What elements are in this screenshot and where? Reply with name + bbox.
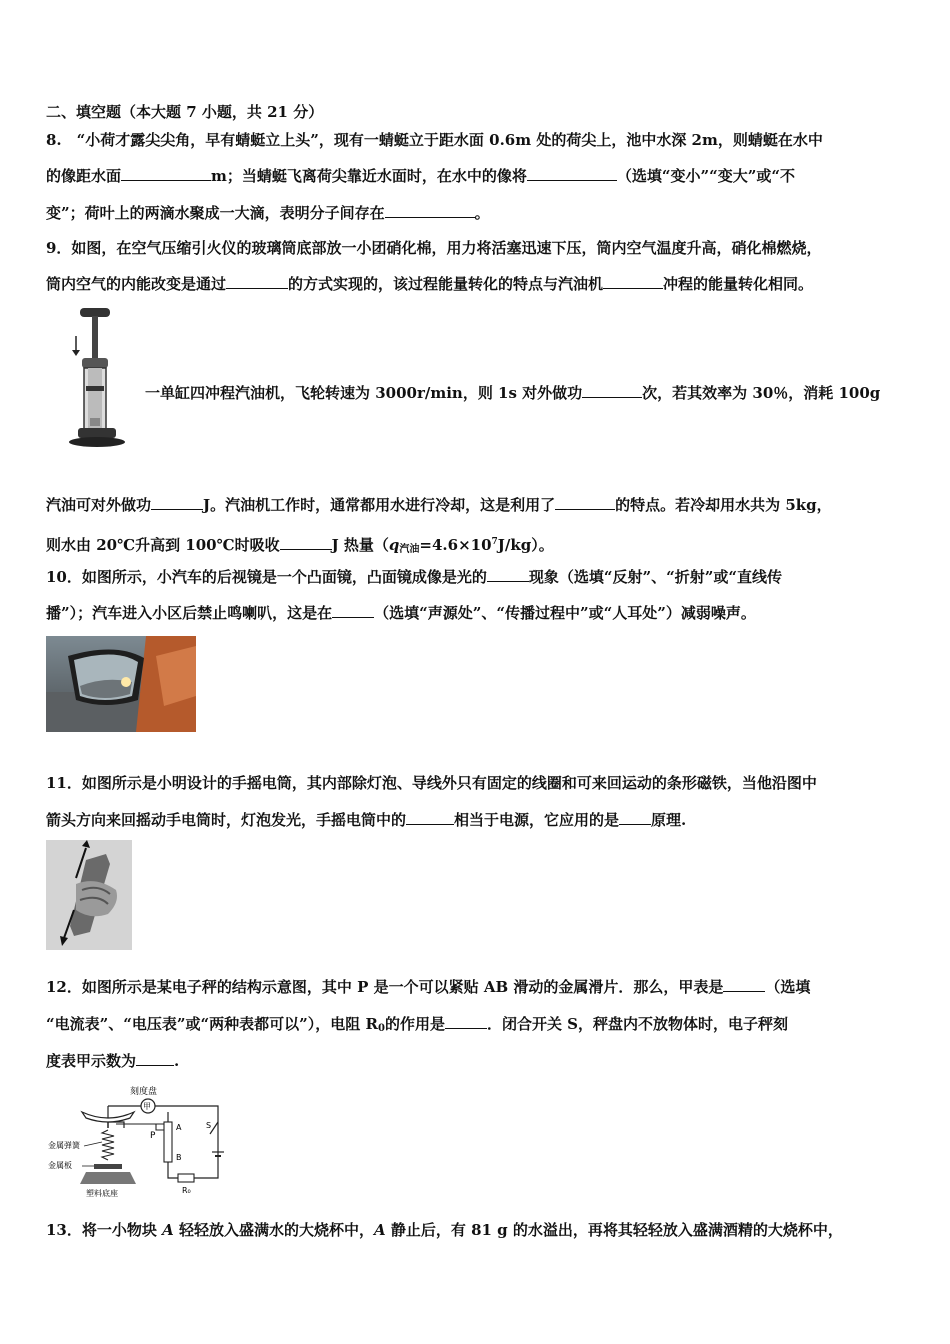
q12-blank-2[interactable] <box>445 1014 487 1029</box>
q11-text: 相当于电源，它应用的是 <box>454 811 620 829</box>
plastic-base <box>80 1172 136 1184</box>
a-label: A <box>176 1123 182 1132</box>
q8-text: 。 <box>474 204 490 222</box>
q9-text: J 热量（ <box>331 536 389 554</box>
q13-text: 轻轻放入盛满水的大烧杯中， <box>173 1221 374 1239</box>
q9-subscript: 汽油 <box>399 544 420 555</box>
q13-text: 13．将一小物块 <box>46 1221 163 1239</box>
q10-line1 <box>46 567 782 587</box>
q12-blank-3[interactable] <box>136 1051 174 1066</box>
q12-blank-1[interactable] <box>723 977 765 992</box>
q9-blank-3[interactable] <box>582 383 642 398</box>
q8-blank-1[interactable] <box>121 166 211 181</box>
q9-text: 则水由 20℃升高到 100℃时吸收 <box>46 536 280 554</box>
car-mirror-photo <box>46 636 196 732</box>
electronic-scale-diagram <box>46 1082 236 1200</box>
q9-text: 次，若其效率为 30％，消耗 100g <box>642 384 881 402</box>
q12-text: 12．如图所示是某电子秤的结构示意图，其中 P 是一个可以紧贴 AB 滑动的金属滑片．那么，甲表是 <box>46 978 724 996</box>
q9-side-line <box>145 383 880 403</box>
q9-line4 <box>46 495 832 515</box>
metal-spring <box>102 1130 114 1160</box>
resistor-ab <box>164 1122 172 1162</box>
spring-label: 金属弹簧 <box>48 1141 80 1150</box>
q11-text: 原理. <box>651 811 687 829</box>
q13-text: 静止后，有 81 g 的水溢出，再将其轻轻放入盛满酒精的大烧杯中， <box>385 1221 843 1239</box>
q11-blank-2[interactable] <box>619 810 651 825</box>
q12-line1 <box>46 977 810 997</box>
q12-text: . <box>174 1052 180 1070</box>
section-heading: 二、填空题（本大题 7 小题，共 21 分） <box>46 103 324 121</box>
q9-text: 的方式实现的，该过程能量转化的特点与汽油机 <box>288 275 604 293</box>
q9-blank-6[interactable] <box>280 535 332 550</box>
s-label: S <box>206 1121 212 1130</box>
q13-var-a: A <box>373 1221 386 1239</box>
q10-text: 现象（选填“反射”、“折射”或“直线传 <box>528 568 783 586</box>
resistor-r0 <box>178 1174 194 1182</box>
q10-line2 <box>46 603 756 623</box>
q9-blank-5[interactable] <box>555 495 615 510</box>
r0-label: R₀ <box>182 1186 191 1195</box>
base-label: 塑料底座 <box>86 1189 118 1198</box>
q8-text: 变”；荷叶上的两滴水聚成一大滴，表明分子间存在 <box>46 204 385 222</box>
switch-s <box>210 1122 218 1134</box>
q10-text: 10．如图所示，小汽车的后视镜是一个凸面镜，凸面镜成像是光的 <box>46 568 487 586</box>
p-label: P <box>150 1131 156 1141</box>
q9-line1: 9．如图，在空气压缩引火仪的玻璃筒底部放一小团硝化棉，用力将活塞迅速下压，筒内空气温度升高，硝化棉燃烧， <box>46 239 822 257</box>
q9-blank-1[interactable] <box>226 274 288 289</box>
q10-text: （选填“声源处”、“传播过程中”或“人耳处”）减弱噪声。 <box>374 604 756 622</box>
q12-line3 <box>46 1051 179 1071</box>
metal-plate <box>94 1164 122 1169</box>
b-label: B <box>176 1153 182 1162</box>
q12-text: 度表甲示数为 <box>46 1052 137 1070</box>
q9-text: J/kg）。 <box>497 536 554 554</box>
q9-text: 一单缸四冲程汽油机，飞轮转速为 3000r/min，则 1s 对外做功 <box>145 384 583 402</box>
q12-subscript: 0 <box>377 1023 385 1034</box>
q8-line1: 8. “小荷才露尖尖角，早有蜻蜓立上头”，现有一蜻蜓立于距水面 0.6m 处的荷尖上，池中水深 2m，则蜻蜓在水中 <box>46 131 823 149</box>
q9-blank-4[interactable] <box>151 495 203 510</box>
q12-line2 <box>46 1014 788 1039</box>
q8-line3 <box>46 203 490 223</box>
q9-line5 <box>46 532 554 560</box>
q9-text: J。汽油机工作时，通常都用水进行冷却，这是利用了 <box>203 496 556 514</box>
q10-blank-1[interactable] <box>487 567 529 582</box>
q9-text: 冲程的能量转化相同。 <box>663 275 814 293</box>
q12-text: 的作用是 <box>384 1015 445 1033</box>
q11-text: 箭头方向来回摇动手电筒时，灯泡发光，手摇电筒中的 <box>46 811 407 829</box>
q8-blank-3[interactable] <box>385 203 475 218</box>
plate-label: 金属板 <box>48 1161 72 1170</box>
meter-label: 甲 <box>143 1102 151 1111</box>
q11-line2 <box>46 810 686 830</box>
q9-var-q: q <box>388 536 400 554</box>
q12-text: ．闭合开关 S，秤盘内不放物体时，电子秤刻 <box>486 1015 789 1033</box>
q8-text: （选填“变小”“变大”或“不 <box>616 167 796 185</box>
q12-text: “电流表”、“电压表”或“两种表都可以”），电阻 R <box>46 1015 378 1033</box>
q9-blank-2[interactable] <box>603 274 663 289</box>
q10-text: 播”）；汽车进入小区后禁止鸣喇叭，这是在 <box>46 604 333 622</box>
q9-superscript: 7 <box>491 537 498 547</box>
q9-text: 汽油可对外做功 <box>46 496 152 514</box>
air-compression-igniter-figure <box>66 306 130 448</box>
q8-line2 <box>46 166 795 186</box>
q8-text: 的像距水面 <box>46 167 122 185</box>
q9-text: =4.6×10 <box>419 536 492 554</box>
q8-blank-2[interactable] <box>527 166 617 181</box>
q9-line2 <box>46 274 813 294</box>
hand-flashlight-figure <box>46 840 132 950</box>
dial-label: 刻度盘 <box>130 1087 158 1097</box>
q11-line1: 11．如图所示是小明设计的手摇电筒，其内部除灯泡、导线外只有固定的线圈和可来回运动的条形磁铁，当他沿图中 <box>46 774 817 792</box>
q13-var-a: A <box>162 1221 174 1239</box>
q10-blank-2[interactable] <box>332 603 374 618</box>
q12-text: （选填 <box>765 978 811 996</box>
q9-text: 的特点。若冷却用水共为 5kg， <box>615 496 832 514</box>
q8-text: m；当蜻蜓飞离荷尖靠近水面时，在水中的像将 <box>211 167 527 185</box>
q11-blank-1[interactable] <box>406 810 454 825</box>
q13-line1 <box>46 1220 843 1240</box>
q9-text: 筒内空气的内能改变是通过 <box>46 275 227 293</box>
